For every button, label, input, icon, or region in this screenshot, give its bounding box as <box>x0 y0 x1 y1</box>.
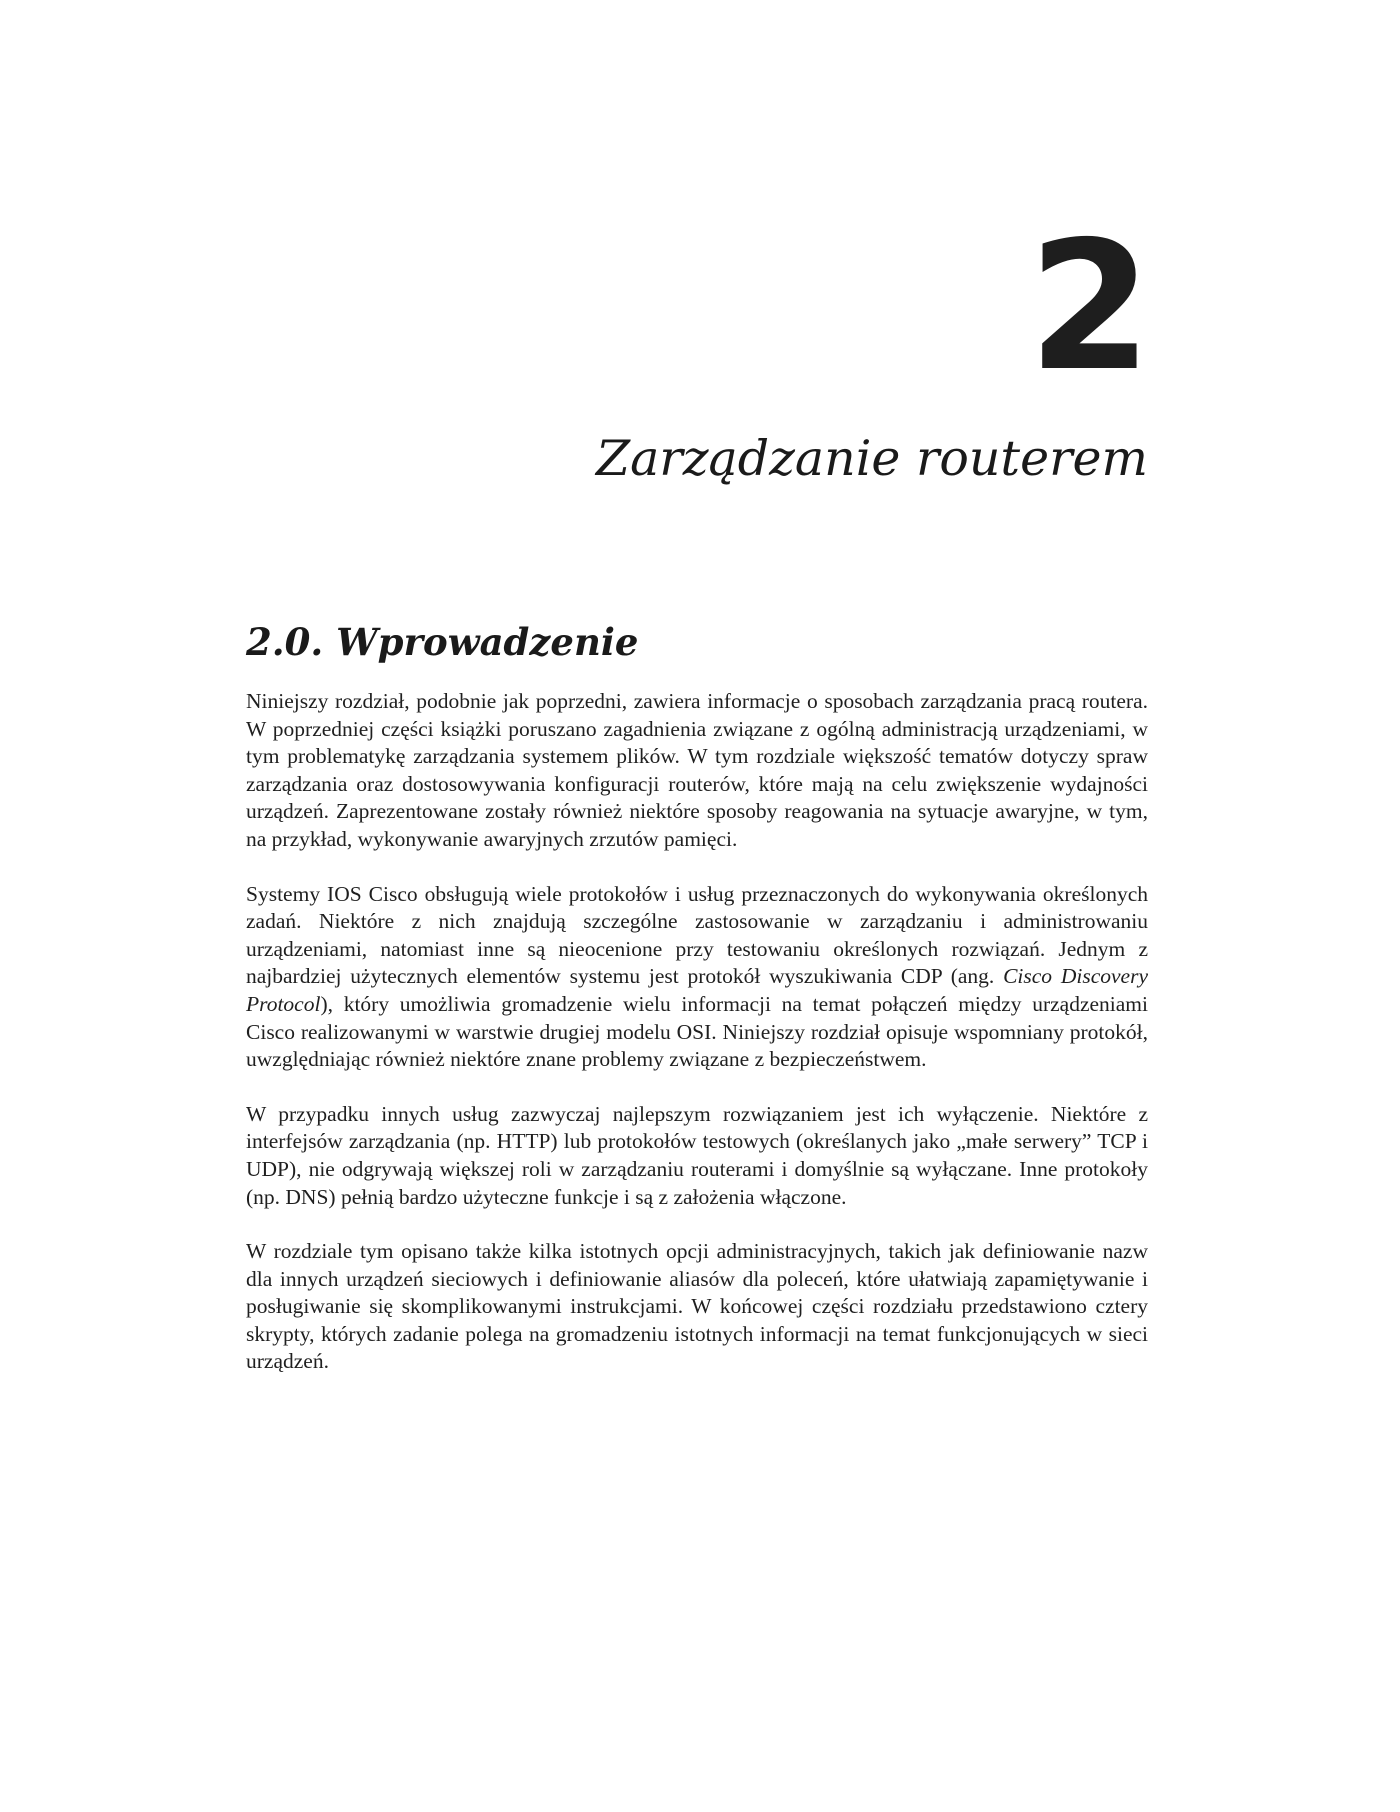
paragraph-2-text-before: Systemy IOS Cisco obsługują wiele protokołów i usług przeznaczonych do wykonywania określonych zadań. Niektóre z nich znajdują szczególne zastosowanie w zarządzaniu i administrowaniu urządzeniami, natomiast inne są nieocenione przy testowaniu określonych rozwiązań. Jednym z najbardziej użytecznych elementów systemu jest protokół wyszukiwania CDP (ang. <box>246 881 1148 989</box>
paragraph-1: Niniejszy rozdział, podobnie jak poprzedni, zawiera informacje o sposobach zarządzania pracą routera. W poprzedniej części książki poruszano zagadnienia związane z ogólną administracją urządzeniami, w tym problematykę zarządzania systemem plików. W tym rozdziale większość tematów dotyczy spraw zarządzania oraz dostosowywania konfiguracji routerów, które mają na celu zwiększenie wydajności urządzeń. Zaprezentowane zostały również niektóre sposoby reagowania na sytuacje awaryjne, w tym, na przykład, wykonywanie awaryjnych zrzutów pamięci. <box>246 689 1148 851</box>
paragraph-4: W rozdziale tym opisano także kilka istotnych opcji administracyjnych, takich jak definiowanie nazw dla innych urządzeń sieciowych i definiowanie aliasów dla poleceń, które ułatwiają zapamiętywanie i posługiwanie się skomplikowanymi instrukcjami. W końcowej części rozdziału przedstawiono cztery skrypty, których zadanie polega na gromadzeniu istotnych informacji na temat funkcjonujących w sieci urządzeń. <box>246 1239 1148 1374</box>
paragraph-2 <box>246 881 1148 1074</box>
paragraph-3: W przypadku innych usług zazwyczaj najlepszym rozwiązaniem jest ich wyłączenie. Niektóre z interfejsów zarządzania (np. HTTP) lub protokołów testowych (określanych jako „małe serwery” TCP i UDP), nie odgrywają większej roli w zarządzaniu routerami i domyślnie są wyłączane. Inne protokoły (np. DNS) pełnią bardzo użyteczne funkcje i są z założenia włączone. <box>246 1101 1148 1209</box>
body-text <box>246 688 1148 1403</box>
paragraph-2-emphasis: Cisco Discovery Protocol <box>246 964 1148 1016</box>
paragraph-2-text-after: ), który umożliwia gromadzenie wielu informacji na temat połączeń między urządzeniami Cisco realizowanymi w warstwie drugiej modelu OSI. Niniejszy rozdział opisuje wspomniany protokół, uwzględniając również niektóre znane problemy związane z bezpieczeństwem. <box>246 991 1148 1072</box>
chapter-number: 2 <box>1028 203 1148 410</box>
chapter-title: Zarządzanie routerem <box>596 430 1148 487</box>
section-title: 2.0. Wprowadzenie <box>246 620 639 664</box>
